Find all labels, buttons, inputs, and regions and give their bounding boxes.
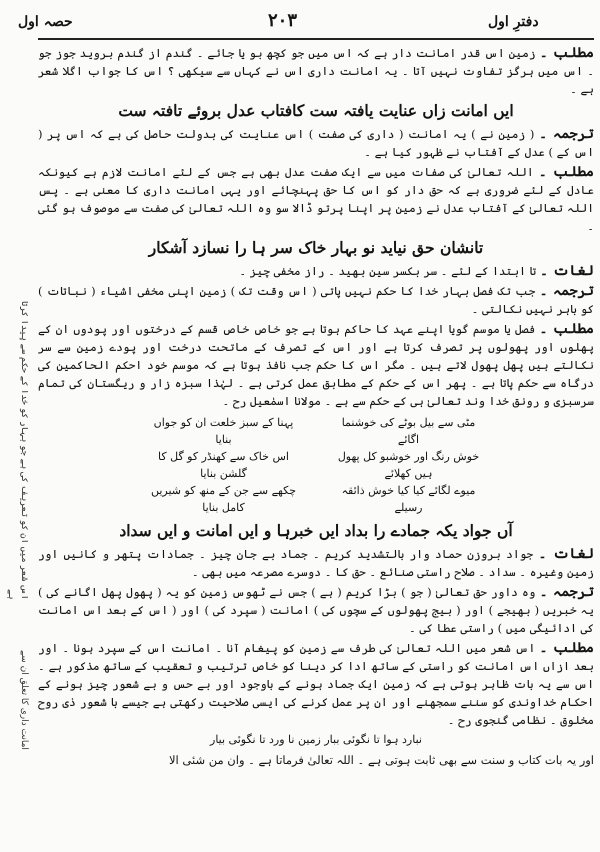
couplet-line: چکھے سے جن کے منھ کو شیریں کامل بنایا xyxy=(150,484,296,514)
text-block xyxy=(38,639,594,729)
couplet-line: پہنا کے سبز خلعت ان کو جواں بنایا xyxy=(153,416,294,446)
text-block xyxy=(38,545,594,581)
block-label: مطلب ۔ xyxy=(538,164,595,180)
couplet-line: مٹی سے بیل بوٹے کی خوشنما اگائے xyxy=(341,416,476,446)
part-label: حصہ اول xyxy=(18,14,73,30)
text-block xyxy=(38,163,594,235)
block-label: ترجمہ ۔ xyxy=(539,584,595,600)
block-label: مطلب ۔ xyxy=(539,321,595,337)
text-block xyxy=(38,262,594,280)
block-label: مطلب ۔ xyxy=(539,45,595,61)
block-label: ترجمہ ۔ xyxy=(538,126,595,142)
urdu-couplets xyxy=(151,414,481,516)
book-title: دفترِ اول xyxy=(488,14,539,30)
persian-verse: تانشان حق نیاید نو بہار خاک سر ہا را نسازد آشکار xyxy=(148,238,484,257)
block-text: جب تک فصل بہار خدا کا حکم نہیں پاتی ( اس وقت تک ) زمین اپنی مخفی اشیاء ( نباتات ) کو باہر نہیں نکالتی ۔ xyxy=(38,284,594,316)
text-block xyxy=(38,282,594,318)
final-line: اور یہ بات کتاب و سنت سے بھی ثابت ہوتی ہے ۔ اللہ تعالیٰ فرماتا ہے ۔ وان من شئی الا xyxy=(168,753,594,767)
block-text: جواد بروزن حماد وار بالتشدید کریم ۔ جماد بے جان چیز ۔ جمادات پتھر و کانیں اور زمین وغیرہ ۔ سداد ۔ صلاح راستی صنائع ۔ حق کا ۔ دوسرے مصرعہ میں بھی ۔ xyxy=(38,547,594,579)
block-label: لغات ۔ xyxy=(538,546,595,562)
couplet-line: اس خاک سے کھنڈر کو گل کا گلشن بنایا xyxy=(158,450,289,480)
block-label: ترجمہ ۔ xyxy=(539,283,594,299)
block-label: لغات ۔ xyxy=(539,263,594,279)
block-text: تا ابتدا کے لئے ۔ سر بکسر سین بھید ۔ راز مخفی چیز ۔ xyxy=(239,264,537,278)
block-text: وہ داور حق تعالیٰ ( جو ) بڑا کریم ( ہے ) جس نے ٹھوس زمین کو یہ ( پھول پھل اگانے کی ) یہ خبریں ( بھیجے ) اور ( بیج پھولوں کے سچوں کی ) امانت ( سپرد کی ) اور ( اس کے بعد اس امانت کی ادائیگی میں ) راستی عطا کی ۔ xyxy=(38,585,594,635)
page-body xyxy=(38,44,594,844)
block-text: ( زمین نے ) یہ امانت ( داری کی صفت ) اس عنایت کی بدولت حاصل کی ہے کہ اس پر ( اس کے ) عدل کے آفتاب نے ظہور کیا ہے ۔ xyxy=(38,127,594,159)
block-text: فصل یا موسم گویا اپنے عہد کا حاکم ہوتا ہے جو خاص خاص قسم کے درختوں اور پودوں ان کے پھلوں اور پھولوں پر تصرف کرتا ہے اور اس کے تصرف کے ماتحت درخت اور پودے زمین سے سر نکالتے ہیں پھل پھول لاتے ہیں ۔ مگر اس کا حکم جب نافذ ہوتا ہے کہ موسم خود احکم الحاکمین کی درگاہ سے حکم پاتا ہے ۔ پھر اس کے حکم کے مطابق عمل کرتی ہے ۔ لہٰذا سبزہ زار و ریگستان کی تمام سرسبزی و رونق خدا وند تعالیٰ ہی کے حکم سے ہے ۔ مولانا اسمٰعیل رح ۔ xyxy=(38,322,594,408)
text-block xyxy=(38,583,594,637)
margin-note: امانت داری کا تعلق ان سے xyxy=(19,650,29,750)
text-block xyxy=(38,320,594,410)
block-label: مطلب ۔ xyxy=(539,640,595,656)
page-header xyxy=(0,0,600,44)
header-rule xyxy=(38,38,594,40)
block-text: زمین اس قدر امانت دار ہے کہ اس میں جو کچھ بو یا جائے ۔ گندم از گندم بروید جوز جو ۔ اس میں ہرگز تفاوت نہیں آتا ۔ یہ امانت داری اس نے کہاں سے سیکھی ؟ اس کا جواب اگلا شعر ہے ۔ xyxy=(38,46,594,96)
block-text: اس شعر میں اللہ تعالیٰ کی طرف سے زمین کو پیغام آنا ۔ امانت اس کے سپرد ہونا ۔ اور بعد ازاں اس امانت کو راستی کے ساتھ ادا کر دینا کو خاص ترتیب و تعقیب کے ساتھ مذکور ہے ۔ اس سے یہ بات ظاہر ہوتی ہے کہ زمین ایک جماد ہونے کے باوجود اور بے حس و بے شعور چیز ہونے کے احکام خداوندی کو سننے سمجھنے اور ان پر عمل کرنے کی ایسی صلاحیت رکھتی ہے جیسے با شعور ذی روح مخلوق ۔ نظامی گنجوی رح ۔ xyxy=(38,641,594,727)
block-text: اللہ تعالیٰ کی صفات میں سے ایک صفت عدل بھی ہے جس کے لئے امانت لازم ہے کیونکہ عادل کے لئے ضروری ہے کہ حق دار کو اس کا حق پہنچائے اور یہی امانت داری کا معنی ہے ۔ پس اللہ تعالیٰ کے آفتاب عدل نے زمین پر اپنا پرتو ڈالا سو وہ اللہ تعالیٰ کی صفت سے موصوف ہو گئی ۔ xyxy=(38,165,594,233)
persian-verse: ایں امانت زاں عنایت یافتہ ست کافتاب عدل بروئے تافتہ ست xyxy=(118,101,514,120)
persian-verse: آں جواد یکہ جمادے را بداد ایں خبرہا و ایں امانت و ایں سداد xyxy=(119,521,513,540)
couplet-line: خوش رنگ اور خوشبو کل پھول ہیں کھلائے xyxy=(337,450,480,480)
text-block xyxy=(38,125,594,161)
margin-note: اس شعر میں ان کو تعریف کی ہے جو بہار کو خدا کے حکم سے پیدا کرتا ہے xyxy=(6,301,29,600)
text-block xyxy=(38,44,594,98)
couplet-line: میوے لگائے کیا کیا خوش ذائقہ رسیلے xyxy=(341,484,476,514)
poem-line: نبارد ہوا تا نگوئی ببار زمین نا ورد تا نگوئی بیار xyxy=(210,733,422,746)
page-number: ۲۰۳ xyxy=(268,10,298,31)
